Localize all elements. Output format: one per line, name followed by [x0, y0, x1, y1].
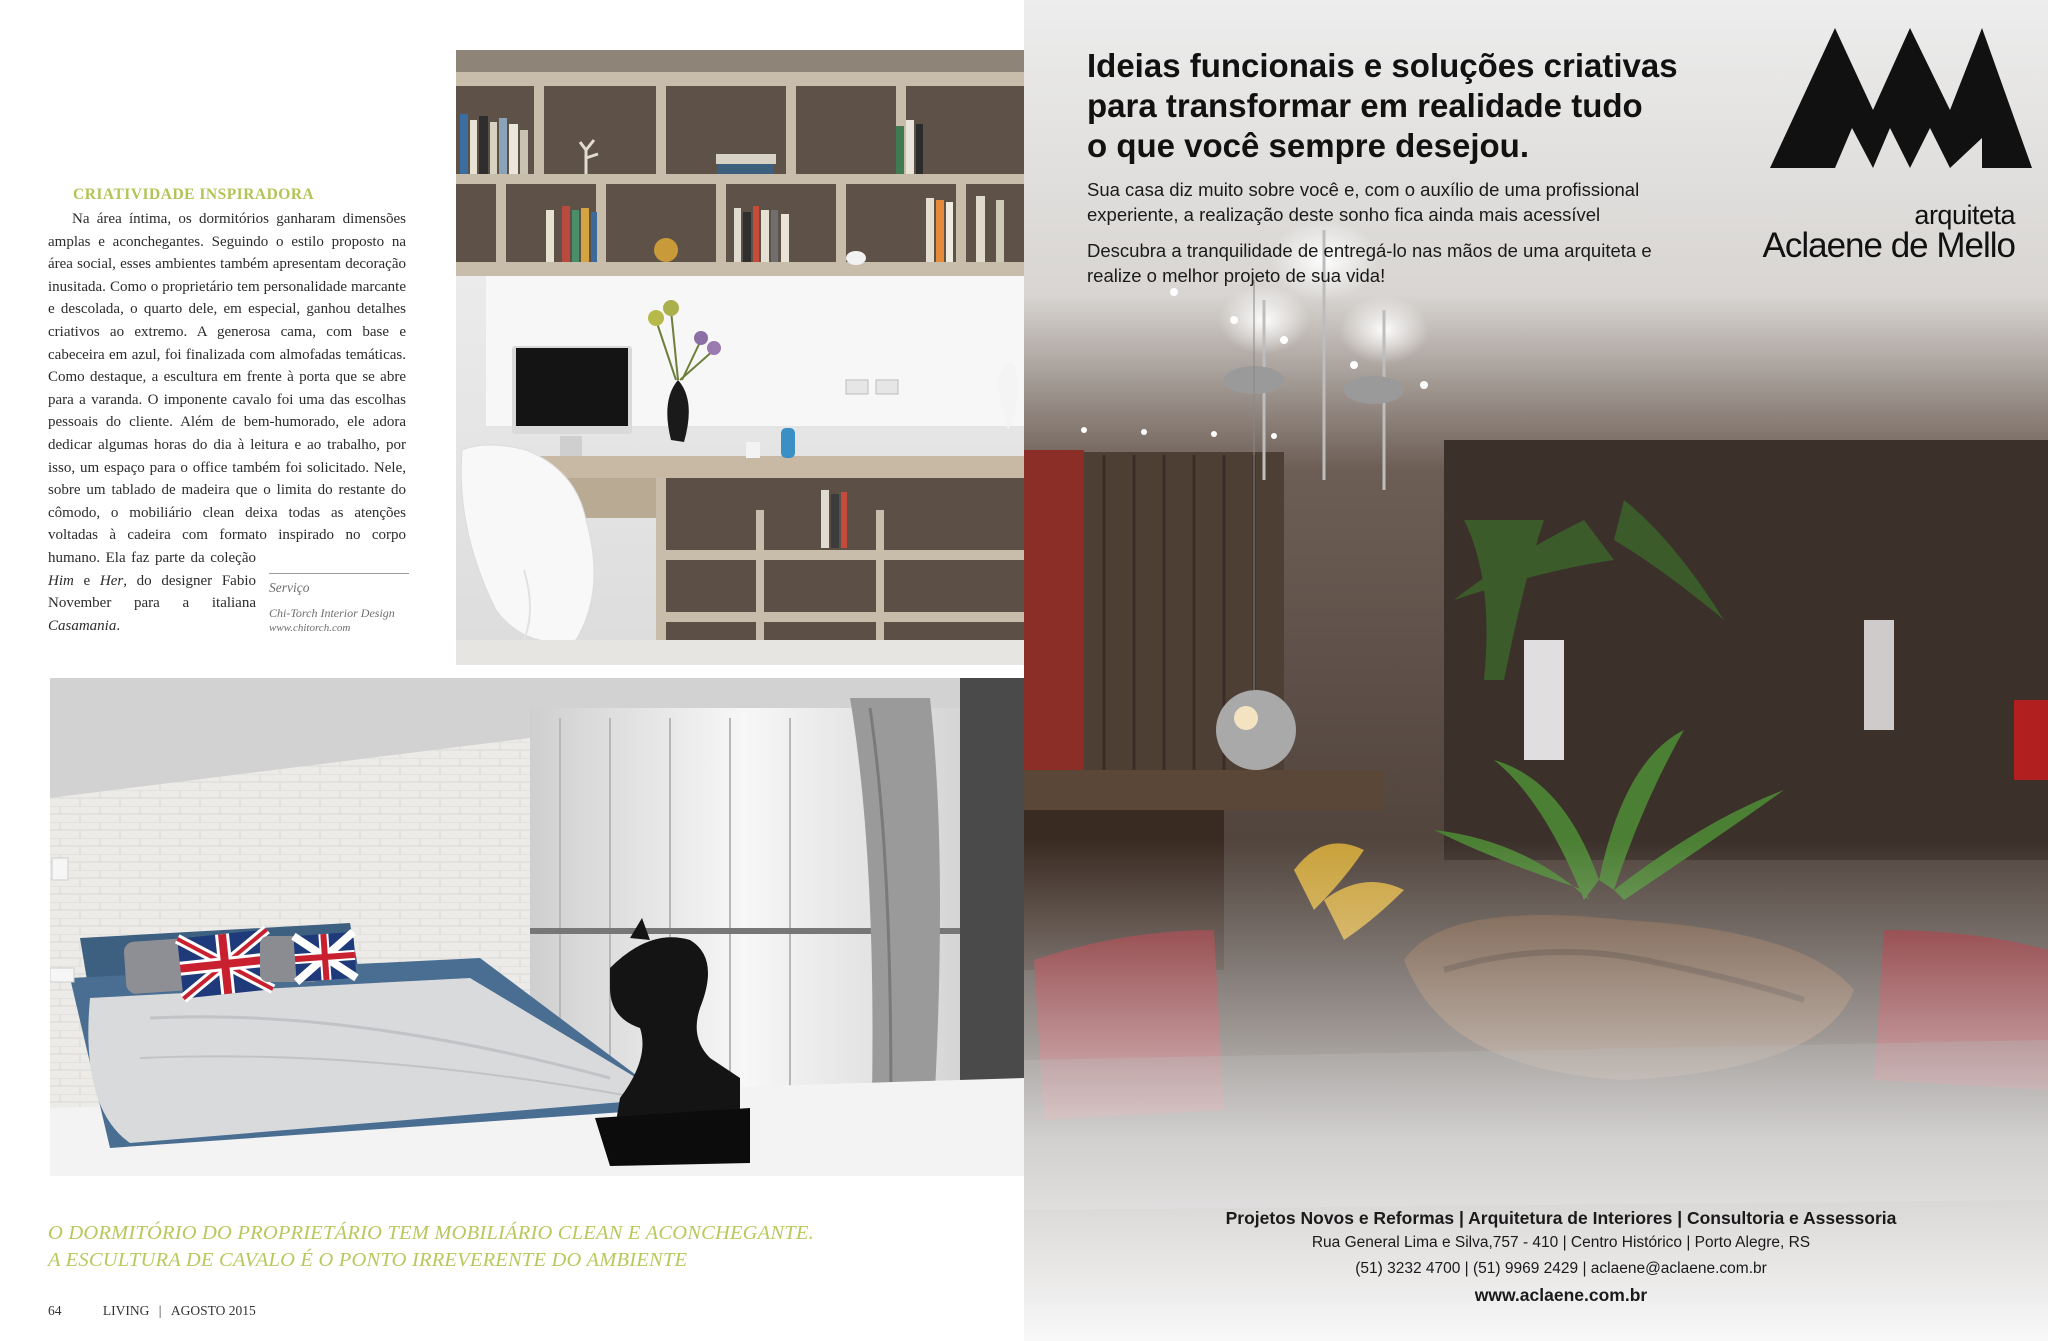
logo-architect-name: Aclaene de Mello	[1762, 226, 2015, 265]
photo-caption	[48, 1220, 948, 1274]
ad-body-paragraph-2: Descubra a tranquilidade de entregá-lo nas mãos de uma arquiteta e realize o melhor projeto de sua vida!	[1087, 240, 1652, 286]
ad-headline-line-1: Ideias funcionais e soluções criativas	[1087, 47, 1678, 84]
ad-body	[1087, 178, 1707, 300]
publication-name: LIVING	[102, 1303, 150, 1318]
article-text-tail: , do designer Fabio November para a italiana	[48, 572, 256, 612]
office-illustration	[456, 50, 1024, 665]
collection-name-her: Her	[99, 572, 124, 589]
section-heading: CRIATIVIDADE INSPIRADORA	[73, 186, 315, 203]
article-text-and: e	[73, 572, 100, 589]
ad-headline-line-3: o que você sempre desejou.	[1087, 127, 1529, 164]
service-title: Serviço	[269, 580, 310, 595]
bedroom-photo	[50, 678, 1024, 1176]
ad-body-paragraph-1: Sua casa diz muito sobre você e, com o auxílio de uma profissional experiente, a realização deste sonho fica ainda mais acessível	[1087, 179, 1640, 225]
article-text-end: .	[116, 617, 121, 634]
page-footer	[48, 1303, 256, 1319]
caption-line-1: O DORMITÓRIO DO PROPRIETÁRIO TEM MOBILIÁRIO CLEAN E ACONCHEGANTE.	[48, 1222, 814, 1244]
issue-date: AGOSTO 2015	[170, 1303, 256, 1318]
collection-name-him: Him	[48, 572, 74, 589]
service-credit	[269, 573, 409, 635]
advertisement-page	[1024, 0, 2048, 1341]
ad-address: Rua General Lima e Silva,757 - 410 | Centro Histórico | Porto Alegre, RS	[1311, 1234, 1811, 1251]
architect-logo	[1762, 28, 2032, 265]
ad-contact-block	[1024, 1206, 2048, 1308]
ad-headline	[1087, 46, 1727, 166]
footer-separator: |	[158, 1303, 162, 1318]
ad-headline-line-2: para transformar em realidade tudo	[1087, 87, 1643, 124]
ad-website[interactable]: www.aclaene.com.br	[1474, 1285, 1648, 1305]
triple-peak-logo-icon	[1770, 28, 2032, 178]
ad-services: Projetos Novos e Reformas | Arquitetura de Interiores | Consultoria e Assessoria	[1225, 1208, 1897, 1228]
bedroom-illustration	[50, 678, 1024, 1176]
logo-word-arquiteta: arquiteta	[1914, 200, 2015, 230]
caption-line-2: A ESCULTURA DE CAVALO É O PONTO IRREVERENTE DO AMBIENTE	[48, 1249, 688, 1271]
brand-name-casamania: Casamania	[48, 617, 117, 634]
service-url: www.chitorch.com	[269, 622, 351, 634]
office-photo	[456, 50, 1024, 665]
article-text: Na área íntima, os dormitórios ganharam dimensões amplas e aconchegantes. Seguindo o estilo proposto na área social, esses ambientes também apresentam decoração inusitada. Como o proprietário tem personalidade marcante e descolada, o quarto dele, em especial, ganhou detalhes criativos ao extremo. A generosa cama, com base e cabeceira em azul, foi finalizada com almofadas temáticas. Como destaque, a escultura em frente à porta que se abre para a varanda. O imponente cavalo foi uma das escolhas pessoais do cliente. Além de bem-humorado, ele adora dedicar algumas horas do dia à leitura e ao trabalho, por isso, um espaço para o office também foi solicitado. Nele, sobre um tablado de madeira que o limita do restante do cômodo, o mobiliário clean deixa todas as atenções voltadas à cadeira com formato inspirado no corpo humano. Ela faz parte da coleção	[48, 211, 406, 566]
service-name: Chi-Torch Interior Design	[269, 606, 395, 620]
ad-phones-email: (51) 3232 4700 | (51) 9969 2429 | aclaene@aclaene.com.br	[1355, 1260, 1767, 1277]
page-number: 64	[48, 1303, 62, 1318]
